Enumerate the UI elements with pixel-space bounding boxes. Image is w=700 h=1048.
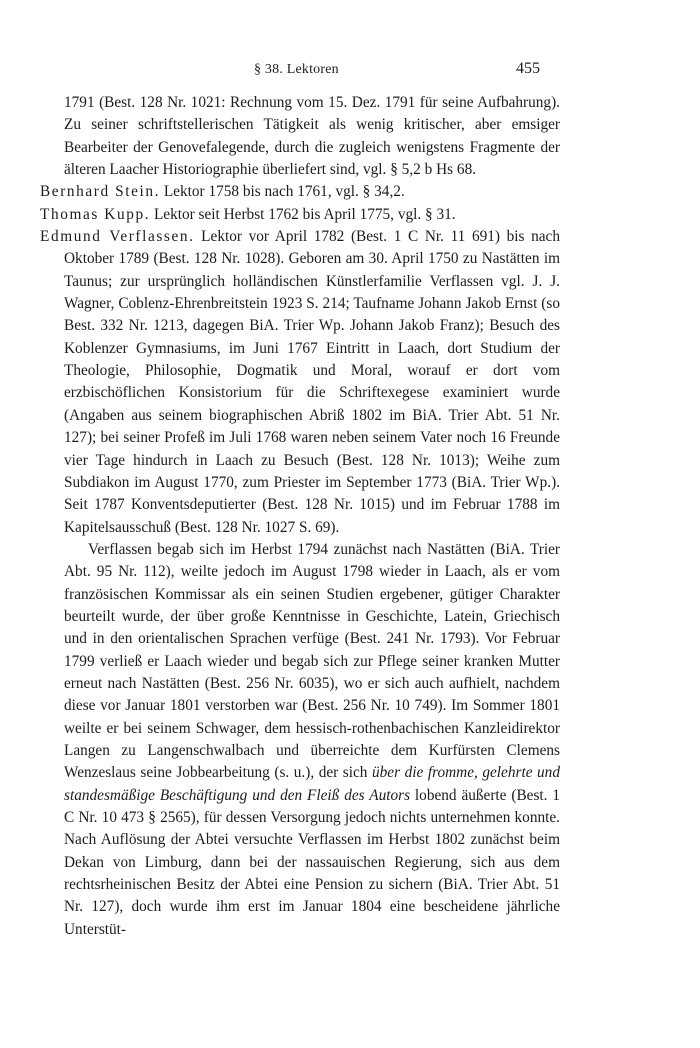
entry-text: Lektor vor April 1782 (Best. 1 C Nr. 11 691) bis nach Oktober 1789 (Best. 128 Nr. 1028). Geboren am 30. April 1750 zu Nastätten im Taunus; zur ursprünglich holländischen Künstlerfamilie Verflassen vgl. J. J. Wagner, Coblenz-Ehrenbreitstein 1923 S. 214; Taufname Johann Jakob Ernst (so Best. 332 Nr. 1213, dagegen BiA. Trier Wp. Johann Jakob Franz); Besuch des Koblenzer Gymnasiums, im Juni 1767 Eintritt in Laach, dort Studium der Theologie, Philosophie, Dogmatik und Moral, worauf er dort vom erzbischöflichen Konsistorium für die Schriftexegese examiniert wurde (Angaben aus seinem biographischen Abriß 1802 im BiA. Trier Abt. 51 Nr. 127); bei seiner Profeß im Juli 1768 waren neben seinem Vater noch 16 Freunde vier Tage hindurch in Laach zu Besuch (Best. 128 Nr. 1013); Weihe zum Subdiakon im August 1770, zum Priester im September 1773 (BiA. Trier Wp.). Seit 1787 Konventsdeputierter (Best. 128 Nr. 1015) und im Februar 1788 im Kapitelsausschuß (Best. 128 Nr. 1027 S. 69). bbox=[64, 228, 560, 536]
italic-quotation: über die fromme, gelehrte und standesmäßige Beschäftigung und den Fleiß des Autors bbox=[64, 764, 560, 804]
paragraph-continuation: 1791 (Best. 128 Nr. 1021: Rechnung vom 15. Dez. 1791 für seine Aufbahrung). Zu seiner schriftstellerischen Tätigkeit als wenig kritischer, aber emsiger Bearbeiter der Genovefalegende, durch die zugleich wenigstens Fragmente der älteren Laacher Historiographie überliefert sind, vgl. § 5,2 b Hs 68. bbox=[64, 94, 560, 179]
page-number: 455 bbox=[516, 60, 540, 77]
running-head: § 38. Lektoren bbox=[254, 62, 339, 77]
entry-name: Bernhard Stein. bbox=[40, 183, 161, 201]
page-header bbox=[0, 62, 700, 82]
paragraph-text: Verflassen begab sich im Herbst 1794 zunächst nach Nastätten (BiA. Trier Abt. 95 Nr. 112), weilte jedoch im August 1798 wieder in Laach, als er vom französischen Kommissar als ein seinen Studien ergebener, gütiger Charakter beurteilt wurde, der über große Kenntnisse in Geschichte, Latein, Griechisch und in den orientalischen Sprachen verfüge (Best. 241 Nr. 1793). Vor Februar 1799 verließ er Laach wieder und begab sich zur Pflege seiner kranken Mutter erneut nach Nastätten (Best. 256 Nr. 6035), wo er sich auch aufhielt, nachdem diese vor Januar 1801 verstorben war (Best. 256 Nr. 10 749). Im Sommer 1801 weilte er bei seinem Schwager, dem hessisch-rothenbachischen Kanzleidirektor Langen zu Langenschwalbach und überreichte dem Kurfürsten Clemens Wenzeslaus seine Jobbearbeitung (s. u.), der sich bbox=[64, 540, 560, 782]
entry-name: Edmund Verflassen. bbox=[40, 228, 195, 246]
entry-thomas-kupp bbox=[40, 204, 560, 226]
entry-name: Thomas Kupp. bbox=[40, 205, 151, 223]
entry-text: Lektor 1758 bis nach 1761, vgl. § 34,2. bbox=[160, 183, 405, 201]
entry-edmund-verflassen bbox=[40, 226, 560, 539]
paragraph-verflassen-later-life bbox=[40, 539, 560, 941]
entry-text: Lektor seit Herbst 1762 bis April 1775, vgl. § 31. bbox=[150, 205, 456, 223]
entry-bernhard-stein bbox=[40, 181, 560, 203]
paragraph-text: lobend äußerte (Best. 1 C Nr. 10 473 § 2565), für dessen Versorgung jedoch nichts unternehmen konnte. Nach Auflösung der Abtei versuchte Verflassen im Herbst 1802 zunächst beim Dekan von Limburg, dann bei der nassauischen Regierung, sich aus dem rechtsrheinischen Besitz der Abtei eine Pension zu sichern (BiA. Trier Abt. 51 Nr. 127), doch wurde ihm erst im Januar 1804 eine bescheidene jährliche Unterstüt- bbox=[64, 786, 561, 938]
main-text bbox=[40, 92, 560, 941]
